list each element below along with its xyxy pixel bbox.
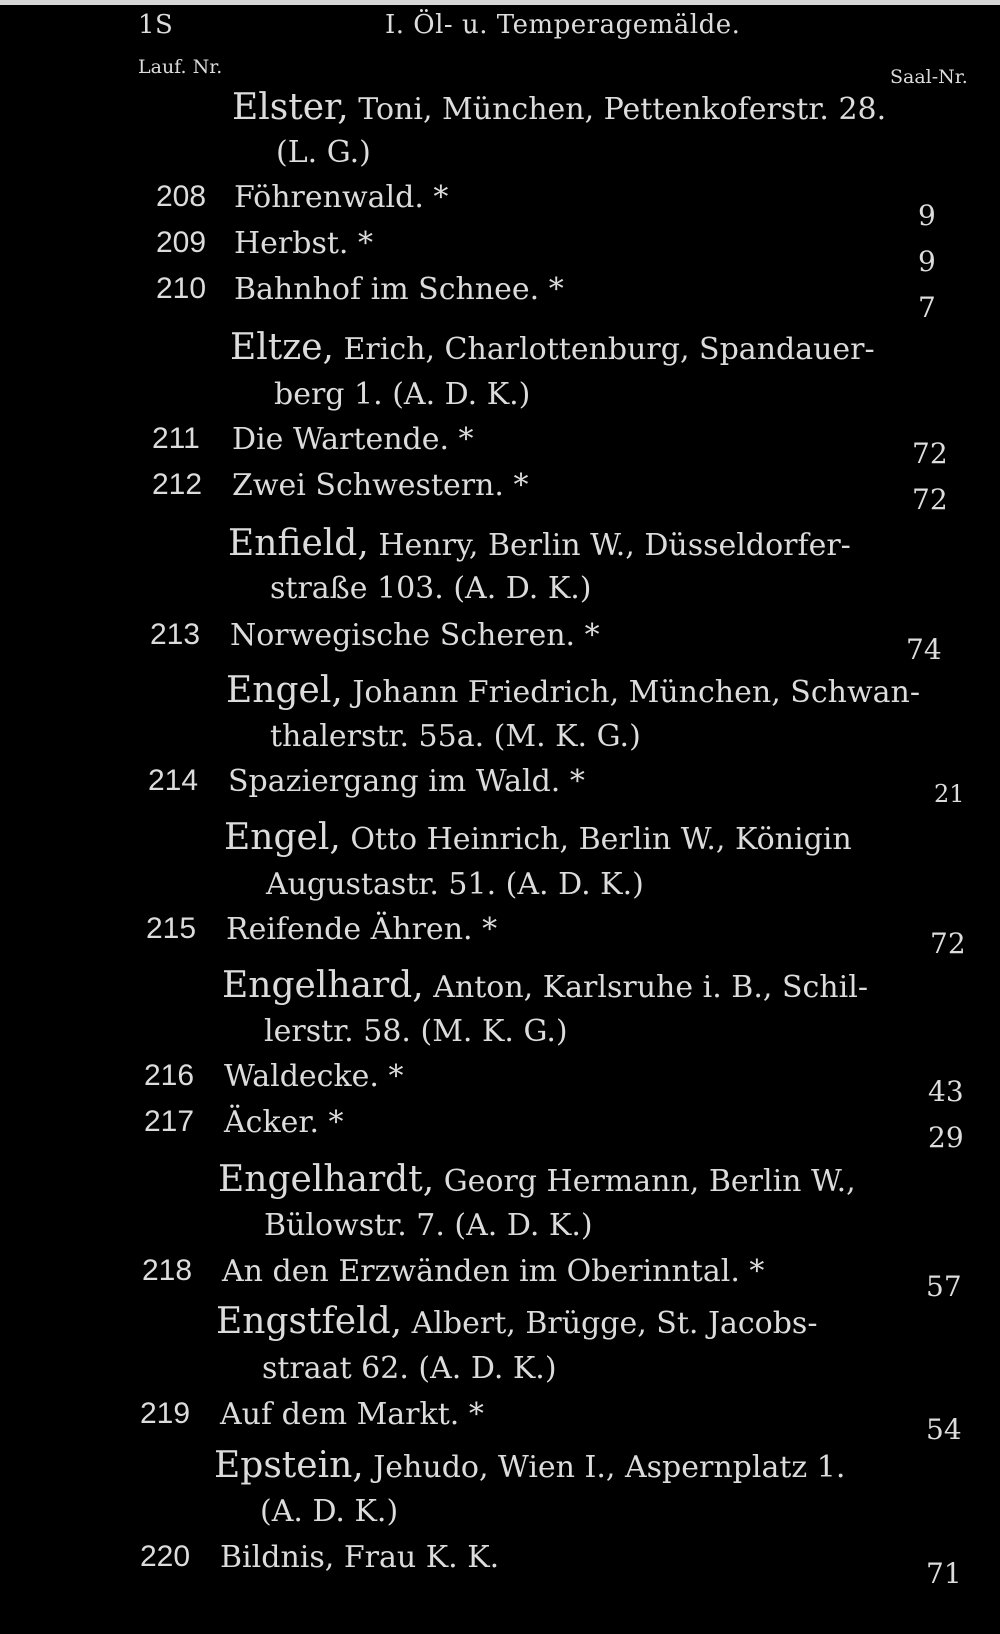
entry-number: 218 [142,1254,193,1287]
artist-line [214,1445,846,1486]
entry-title: Herbst. * [234,226,373,261]
artist-name: Epstein, [214,1445,364,1486]
artist-line [230,327,875,368]
saal-number: 54 [926,1413,962,1446]
entry-title: Norwegische Scheren. * [230,618,600,653]
entry-number: 219 [140,1397,191,1430]
artist-address: Albert, Brügge, St. Jacobs- [411,1306,818,1341]
artist-address: Toni, München, Pettenkoferstr. 28. [358,92,887,127]
saal-nr-label: Saal-Nr. [890,66,968,88]
entry-number: 216 [144,1059,195,1092]
saal-number: 9 [918,245,936,278]
artist-line [226,670,920,711]
saal-number: 71 [926,1557,962,1590]
saal-number: 72 [912,437,948,470]
saal-number: 9 [918,199,936,232]
artist-address-cont: straat 62. (A. D. K.) [262,1351,557,1386]
artist-address-cont: thalerstr. 55a. (M. K. G.) [270,719,641,754]
entry-number: 212 [152,468,203,501]
entry-number: 214 [148,764,199,797]
entry-title: Bildnis, Frau K. K. [220,1540,500,1575]
saal-number: 57 [926,1270,962,1303]
entry-number: 217 [144,1105,195,1138]
entry-number: 215 [146,912,197,945]
entry-title: Äcker. * [224,1105,344,1140]
artist-address-cont: Augustastr. 51. (A. D. K.) [266,867,644,902]
artist-address-cont: Bülowstr. 7. (A. D. K.) [264,1208,593,1243]
artist-address-cont: lerstr. 58. (M. K. G.) [264,1014,568,1049]
entry-title: An den Erzwänden im Oberinntal. * [222,1254,765,1289]
entry-number: 211 [152,422,200,455]
artist-address: Johann Friedrich, München, Schwan- [352,675,920,710]
artist-address: Anton, Karlsruhe i. B., Schil- [433,970,868,1005]
entry-title: Reifende Ähren. * [226,912,498,947]
entry-title: Zwei Schwestern. * [232,468,529,503]
artist-name: Engstfeld, [216,1301,403,1342]
saal-number: 21 [934,780,965,808]
artist-name: Elster, [232,87,349,128]
saal-number: 72 [930,927,966,960]
entry-number: 220 [140,1540,191,1573]
entry-title: Die Wartende. * [232,422,474,457]
artist-name: Eltze, [230,327,334,368]
entry-number: 209 [156,226,207,259]
artist-address-cont: berg 1. (A. D. K.) [274,377,531,412]
artist-address: Otto Heinrich, Berlin W., Königin [350,822,852,857]
artist-address: Erich, Charlottenburg, Spandauer- [343,332,875,367]
section-title: I. Öl- u. Temperagemälde. [385,10,741,40]
artist-name: Enfield, [228,523,369,564]
entry-title: Spaziergang im Wald. * [228,764,585,799]
artist-line [216,1301,818,1342]
artist-line [224,817,852,858]
artist-line [222,965,868,1006]
page-number: 1S [138,10,174,40]
saal-number: 7 [918,291,936,324]
entry-number: 208 [156,180,207,213]
entry-title: Föhrenwald. * [234,180,449,215]
artist-line [232,87,887,128]
lauf-nr-label: Lauf. Nr. [138,56,223,78]
entry-title: Waldecke. * [224,1059,404,1094]
artist-address-cont: (L. G.) [276,135,371,170]
entry-number: 210 [156,272,207,305]
artist-address: Henry, Berlin W., Düsseldorfer- [378,528,851,563]
entry-title: Auf dem Markt. * [220,1397,484,1432]
artist-name: Engelhardt, [218,1159,435,1200]
artist-address: Georg Hermann, Berlin W., [443,1164,856,1199]
saal-number: 74 [906,633,942,666]
saal-number: 72 [912,483,948,516]
artist-line [228,523,851,564]
entry-title: Bahnhof im Schnee. * [234,272,564,307]
artist-line [218,1159,856,1200]
artist-address-cont: (A. D. K.) [260,1494,399,1529]
artist-address: Jehudo, Wien I., Aspernplatz 1. [373,1450,846,1485]
top-rule [0,0,1000,5]
artist-name: Engelhard, [222,965,424,1006]
artist-name: Engel, [226,670,343,711]
saal-number: 29 [928,1121,964,1154]
entry-number: 213 [150,618,201,651]
artist-name: Engel, [224,817,341,858]
saal-number: 43 [928,1075,964,1108]
artist-address-cont: straße 103. (A. D. K.) [270,571,592,606]
